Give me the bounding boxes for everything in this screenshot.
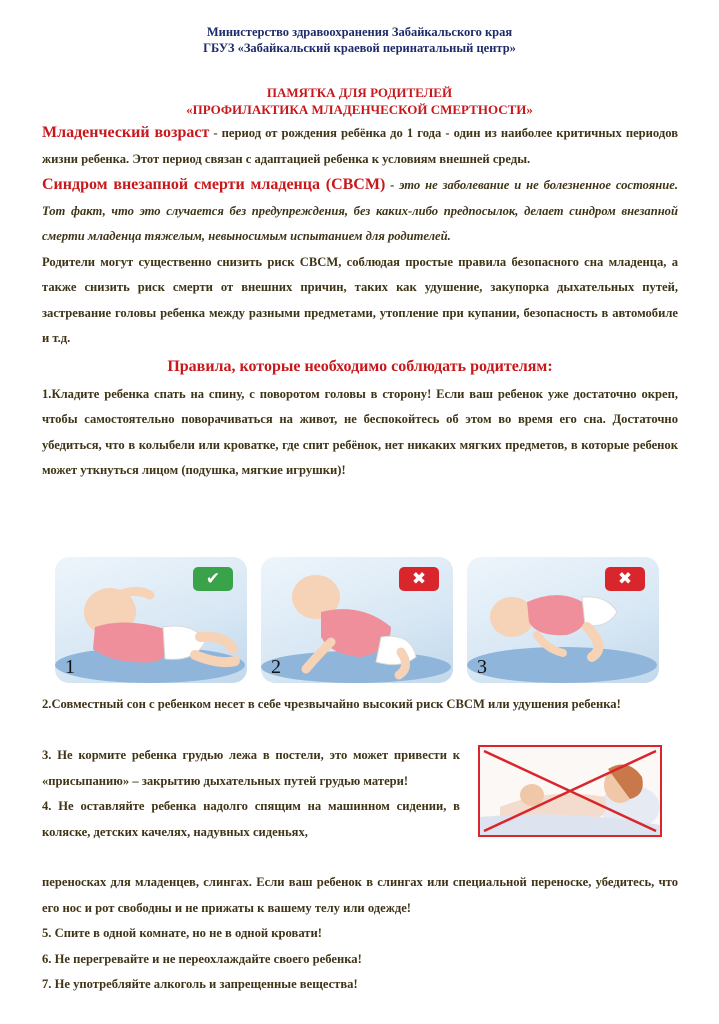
no-breastfeeding-in-bed-illustration xyxy=(478,745,662,837)
rule-5: 5. Спите в одной комнате, но не в одной кровати! xyxy=(42,926,322,940)
panel-back-position xyxy=(55,557,247,683)
rule-3: 3. Не кормите ребенка грудью лежа в постели, это может привести к «присыпанию» – закрытию дыхательных путей грудью матери! xyxy=(42,748,460,788)
sids-text: - это не заболевание и не болезненное состояние. Тот факт, что это случается без предупреждения, без каких-либо предпосылок, делает синдром внезапной смерти младенца тяжелым, невыносимым испытанием для родителей. xyxy=(42,178,678,243)
panel-number: 3 xyxy=(477,656,487,678)
prohibited-cosleeping-icon xyxy=(480,747,660,835)
check-icon: ✔ xyxy=(193,567,233,591)
ministry-line: Министерство здравоохранения Забайкальского края xyxy=(206,25,513,39)
rule-6: 6. Не перегревайте и не переохлаждайте своего ребенка! xyxy=(42,951,362,966)
page-title xyxy=(0,84,719,118)
intro-section xyxy=(42,120,678,484)
header xyxy=(0,0,719,56)
sleep-positions-illustration xyxy=(55,557,665,685)
infant-age-paragraph xyxy=(42,120,678,172)
rule-4-part-1: 4. Не оставляйте ребенка надолго спящим на машинном сидении, в коляске, детских качелях, надувных сиденьях, xyxy=(42,799,460,839)
panel-side-position xyxy=(467,557,659,683)
rules-4-7-section xyxy=(42,870,678,998)
infant-age-text: - период от рождения ребёнка до 1 года - один из наиболее критичных периодов жизни ребенка. Этот период связан с адаптацией ребенка к условиям внешней среды. xyxy=(42,126,679,166)
parents-paragraph: Родители могут существенно снизить риск СВСМ, соблюдая простые правила безопасного сна младенца, а также снизить риск смерти от внешних причин, таких как удушение, закупорка дыхательных путей, застревание головы ребенка между разными предметами, утопление при купании, безопасность в автомобиле и т.д. xyxy=(42,254,678,345)
panel-number: 2 xyxy=(271,656,281,678)
rule-2: 2.Совместный сон с ребенком несет в себе чрезвычайно высокий риск СВСМ или удушения ребенка! xyxy=(42,697,621,711)
panel-number: 1 xyxy=(65,656,75,678)
rule-1: 1.Кладите ребенка спать на спину, с поворотом головы в сторону! Если ваш ребенок уже достаточно окреп, чтобы самостоятельно поворачиваться на живот, не беспокойтесь об этом во время его сна. Достаточно убедиться, что в колыбели или кроватке, где спит ребёнок, нет никаких мягких предметов, в которые ребенок может уткнуться лицом (подушка, мягкие игрушки)! xyxy=(42,386,678,477)
rule-7: 7. Не употребляйте алкоголь и запрещенные вещества! xyxy=(42,977,358,991)
infant-age-term: Младенческий возраст xyxy=(42,124,210,141)
cross-icon: ✖ xyxy=(605,567,645,591)
organization-line: ГБУЗ «Забайкальский краевой перинатальный центр» xyxy=(203,41,516,55)
cross-icon: ✖ xyxy=(399,567,439,591)
sids-term: Синдром внезапной смерти младенца (СВСМ) xyxy=(42,176,386,193)
title-line-1: ПАМЯТКА ДЛЯ РОДИТЕЛЕЙ xyxy=(266,85,453,100)
title-line-2: «ПРОФИЛАКТИКА МЛАДЕНЧЕСКОЙ СМЕРТНОСТИ» xyxy=(186,102,533,117)
sids-paragraph xyxy=(42,172,678,250)
rule-4-part-2: переносках для младенцев, слингах. Если ваш ребенок в слингах или специальной переноске, убедитесь, что его нос и рот свободны и не прижаты к вашему телу или одежде! xyxy=(42,875,678,915)
rule-2-section xyxy=(42,692,678,718)
panel-stomach-position xyxy=(261,557,453,683)
rules-3-4-section xyxy=(42,743,460,845)
rules-heading: Правила, которые необходимо соблюдать родителям: xyxy=(167,357,553,375)
